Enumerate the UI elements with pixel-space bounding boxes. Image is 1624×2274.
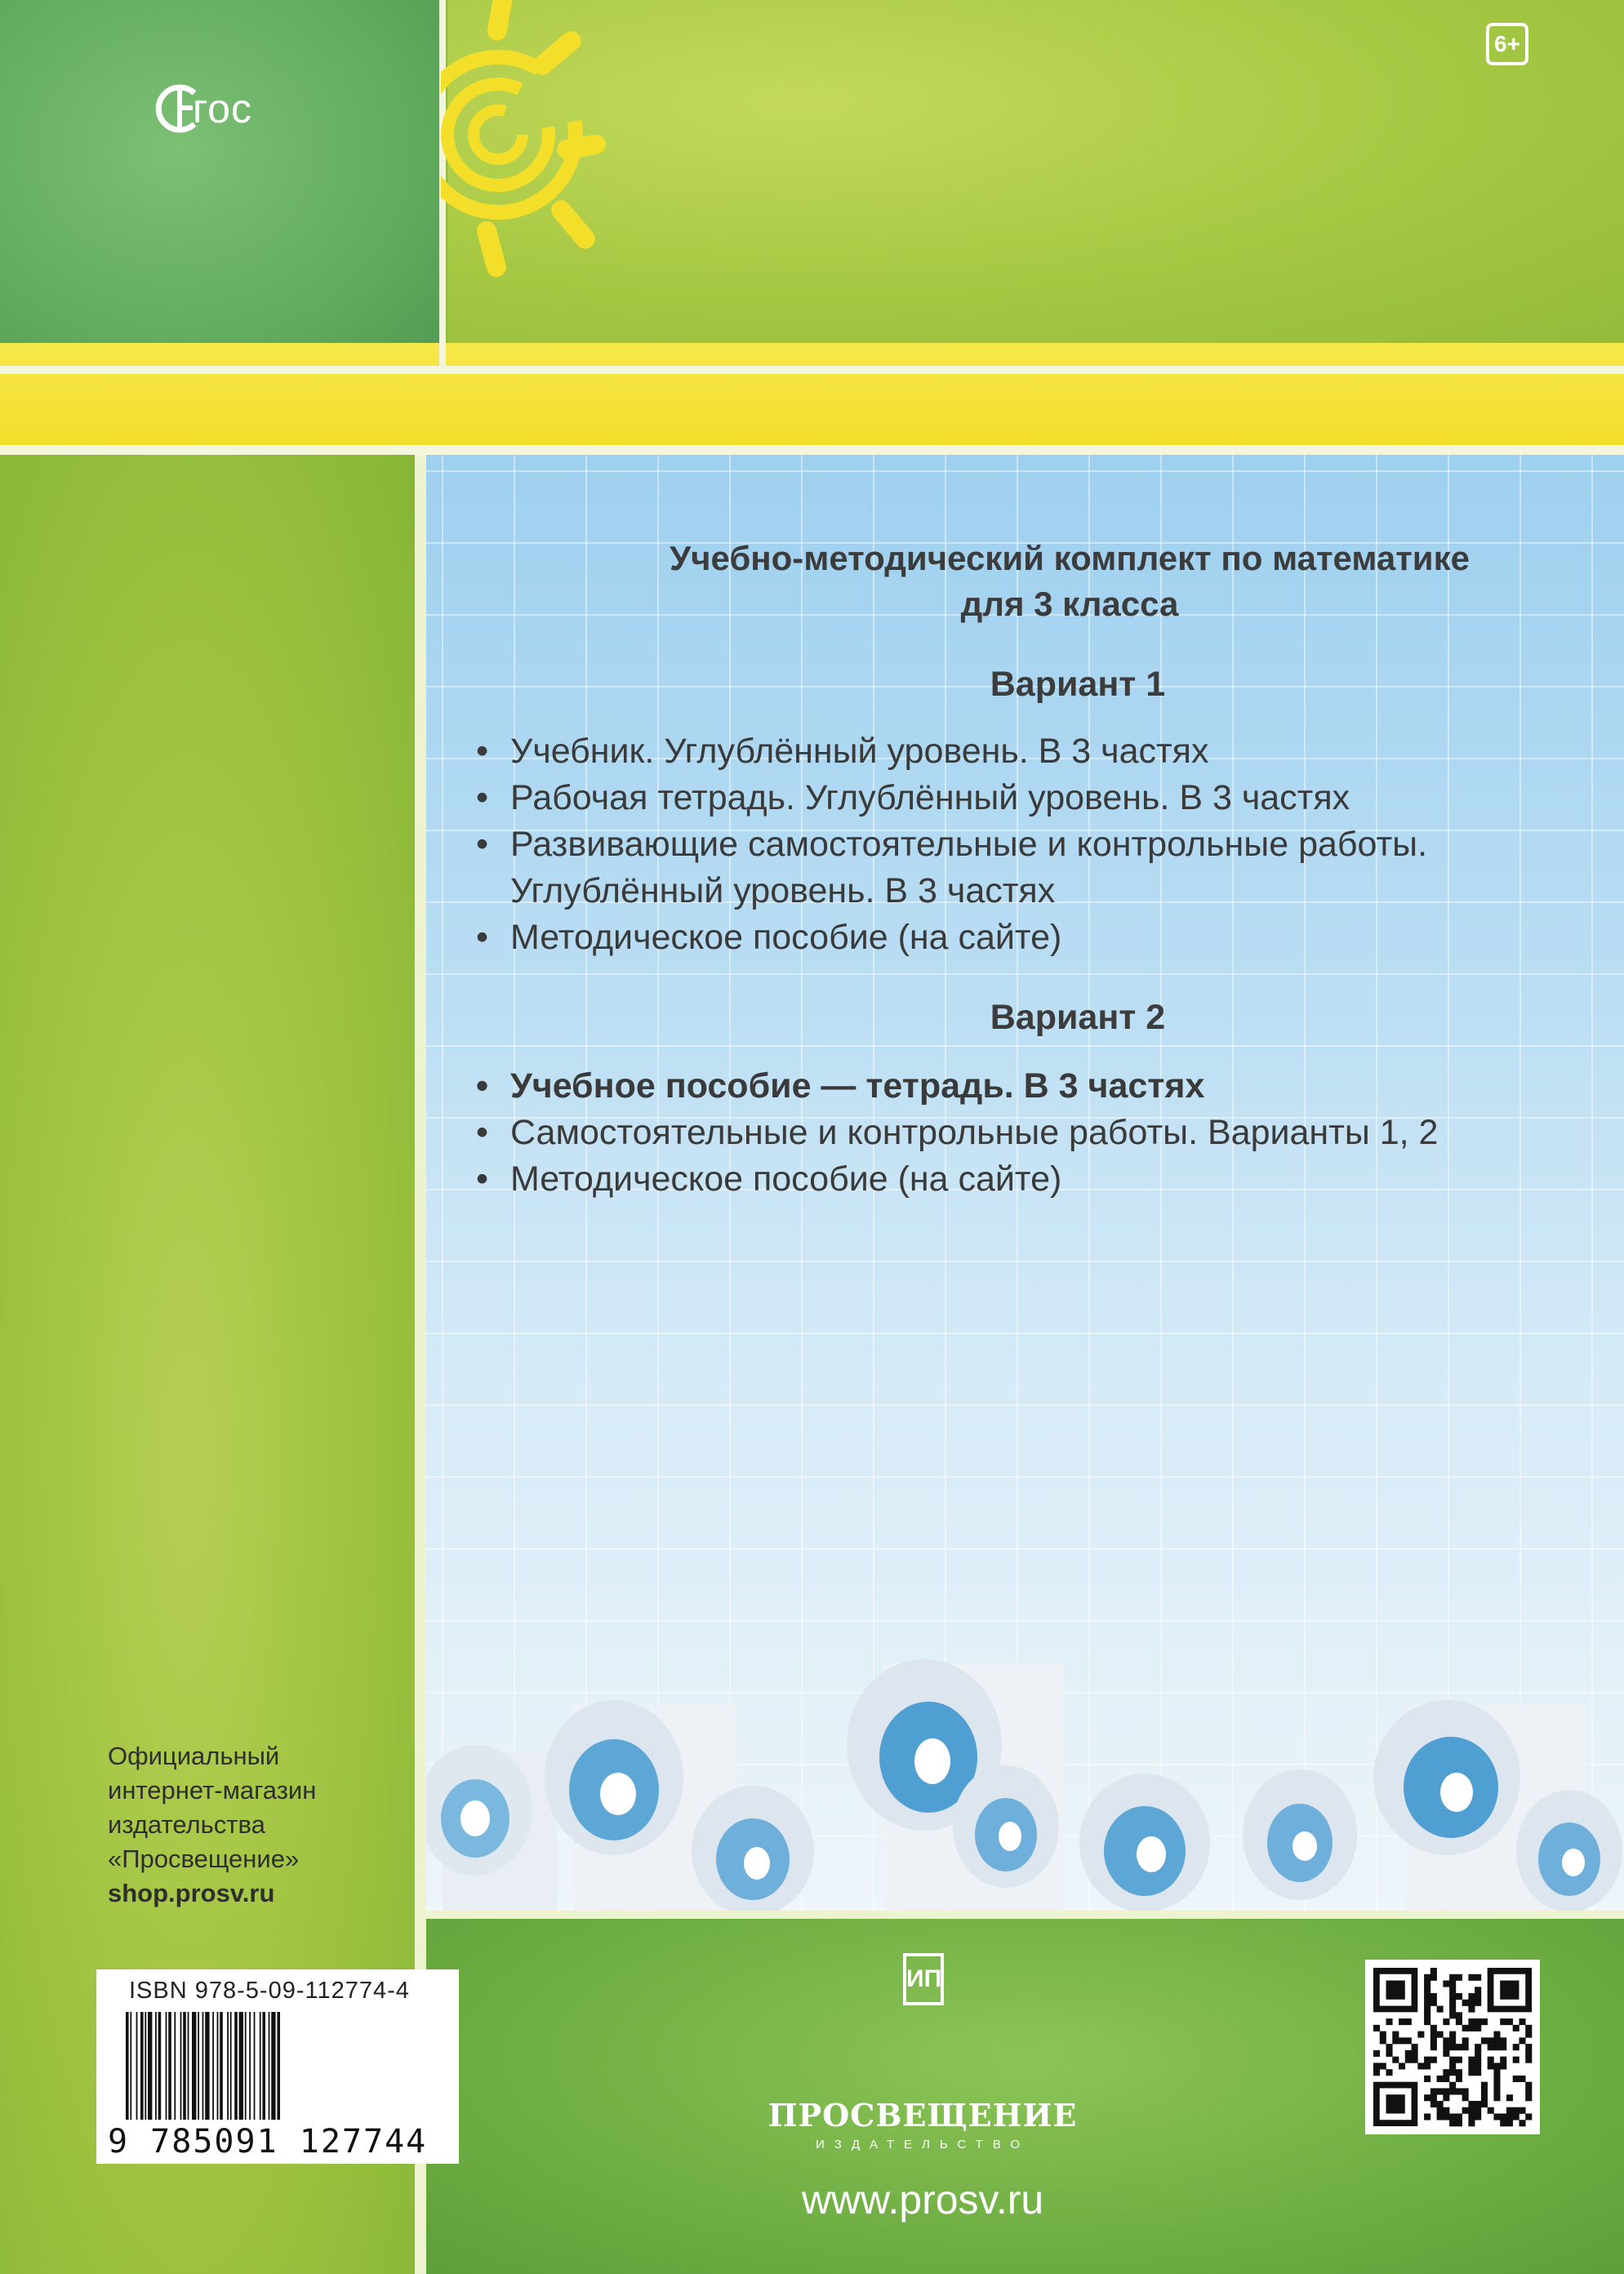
isbn-barcode-box xyxy=(96,1969,459,2164)
kit-heading-line2: для 3 класса xyxy=(960,585,1179,623)
sun-icon xyxy=(441,0,653,310)
shop-line: Официальный xyxy=(108,1742,280,1770)
list-item: • Учебник. Углублённый уровень. В 3 частях xyxy=(476,728,1603,775)
fgos-label: гос xyxy=(193,86,252,131)
shop-url-link[interactable]: shop.prosv.ru xyxy=(108,1879,275,1907)
variant-2-title: Вариант 2 xyxy=(990,998,1166,1037)
horizontal-divider-bottom xyxy=(0,445,1624,455)
bottom-divider xyxy=(426,1911,1624,1919)
list-item xyxy=(476,821,1603,914)
qr-code-icon xyxy=(1365,1960,1540,2134)
publisher-logo-letters: ИП xyxy=(906,1965,942,1992)
shop-line: интернет-магазин xyxy=(108,1776,317,1805)
publisher-subtitle: ИЗДАТЕЛЬСТВО xyxy=(815,2138,1030,2152)
yellow-stripe xyxy=(0,343,1624,449)
kit-heading xyxy=(490,536,1624,627)
barcode-icon xyxy=(126,2012,429,2120)
shop-line: издательства xyxy=(108,1810,265,1839)
list-item-text: Развивающие самостоятельные и контрольные работы. xyxy=(510,825,1428,864)
list-item: • Рабочая тетрадь. Углублённый уровень. В 3 частях xyxy=(476,775,1603,821)
variant-2-list xyxy=(476,1063,1603,1203)
isbn-label: ISBN 978-5-09-112774-4 xyxy=(129,1978,410,2004)
shop-line: «Просвещение» xyxy=(108,1845,300,1873)
age-rating-text: 6+ xyxy=(1494,31,1520,56)
shop-info xyxy=(108,1739,402,1911)
variant-1-title: Вариант 1 xyxy=(990,665,1166,704)
list-item: • Методическое пособие (на сайте) xyxy=(476,914,1603,961)
barcode-digits: 9 785091 127744 xyxy=(108,2123,428,2161)
publisher-website-link[interactable]: www.prosv.ru xyxy=(801,2177,1044,2223)
variant-1-list xyxy=(476,728,1603,961)
paper-rolls-illustration xyxy=(426,1655,1624,1916)
horizontal-divider-top xyxy=(0,366,1624,374)
list-item: • Методическое пособие (на сайте) xyxy=(476,1156,1603,1203)
list-item: • Самостоятельные и контрольные работы. Варианты 1, 2 xyxy=(476,1110,1603,1156)
top-left-green-panel xyxy=(0,0,441,372)
list-item-continuation: Углублённый уровень. В 3 частях xyxy=(510,871,1056,910)
list-item: • Учебное пособие — тетрадь. В 3 частях xyxy=(476,1063,1603,1110)
kit-heading-line1: Учебно-методический комплект по математике xyxy=(670,539,1470,577)
publisher-logo-icon xyxy=(903,1953,944,2005)
qr-code[interactable] xyxy=(1365,1960,1540,2134)
publisher-name: ПРОСВЕЩЕНИЕ xyxy=(768,2097,1078,2134)
